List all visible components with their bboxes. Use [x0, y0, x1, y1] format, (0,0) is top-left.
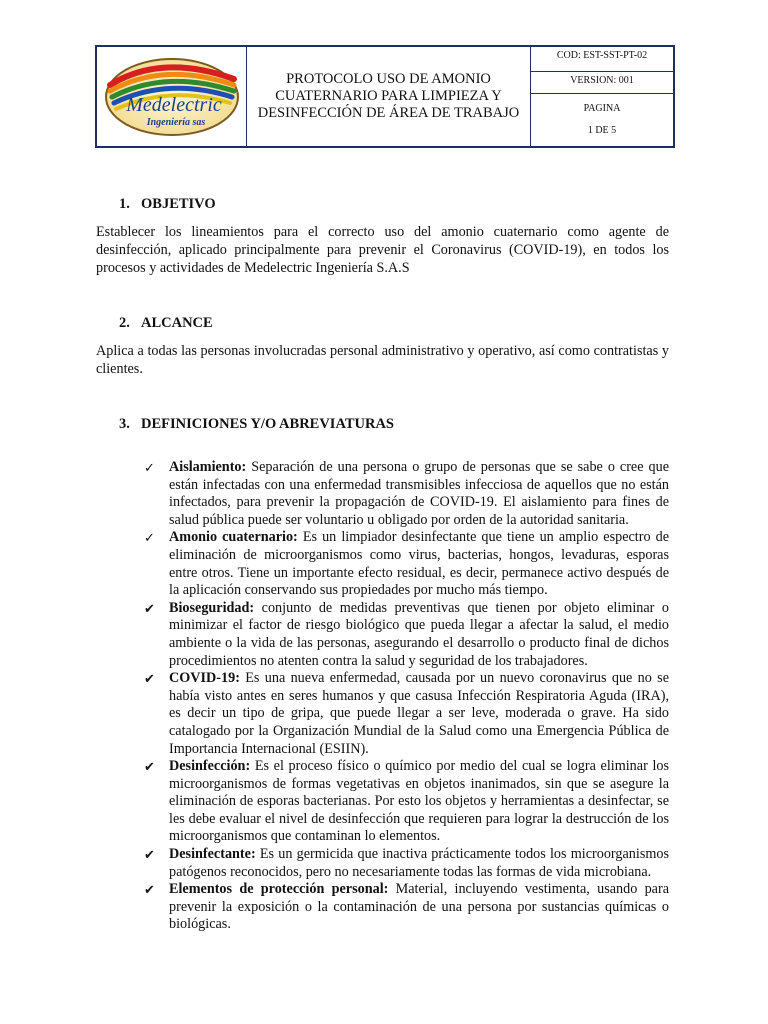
company-logo-cell: [97, 47, 247, 146]
definition-text: Material, incluyendo vestimenta, usando para prevenir la exposición o la contaminación de una persona por sustancias químicas o biológicas.: [169, 881, 669, 933]
section-title: ALCANCE: [141, 315, 213, 331]
checkmark-icon: ✓: [144, 530, 155, 546]
section-paragraph-alcance: Aplica a todas las personas involucradas personal administrativo y operativo, así como contratistas y clientes.: [96, 343, 669, 377]
checkmark-icon: ✔: [144, 847, 155, 863]
page-indicator: [531, 94, 673, 146]
page-label: PAGINA: [583, 103, 621, 114]
definition-term: Aislamiento:: [169, 459, 247, 475]
definition-text: conjunto de medidas preventivas que tienen por objeto eliminar o minimizar el factor de riesgo biológico que pueda llegar a afectar la salud, el medio ambiente o la vida de las personas, asegurando el desarrollo o producto final de dichos procedimientos no atenten contra la salud y seguridad de los trabajadores.: [169, 599, 669, 669]
document-code: COD: EST-SST-PT-02: [531, 47, 673, 72]
title-line: CUATERNARIO PARA LIMPIEZA Y: [275, 88, 502, 104]
definition-item: [96, 846, 669, 881]
section-heading-definiciones: [96, 416, 669, 433]
definition-term: Amonio cuaternario:: [169, 529, 298, 546]
medelectric-logo: [102, 55, 242, 139]
title-line: PROTOCOLO USO DE AMONIO: [286, 71, 491, 87]
definitions-list: [96, 459, 669, 934]
section-number: 1.: [119, 196, 130, 212]
document-header: [95, 45, 675, 148]
definition-text: Es una nueva enfermedad, causada por un nuevo coronavirus que no se había visto antes en seres humanos y que casusa Infección Respiratoria Aguda (IRA), es decir un tipo de gripa, que puede llegar a ser leve, moderada o grave. Ha sido catalogado por la Organización Mundial de la Salud como una Emergencia Pública de Importancia Internacional (ESIIN).: [169, 670, 669, 757]
definition-term: Elementos de protección personal:: [169, 881, 389, 898]
definition-item: [96, 670, 669, 758]
definition-term: Desinfectante:: [169, 846, 256, 863]
definition-term: Desinfección:: [169, 758, 251, 775]
logo-subtitle-text: Ingeniería sas: [146, 116, 205, 128]
section-number: 3.: [119, 416, 130, 432]
checkmark-icon: ✓: [144, 460, 155, 475]
definition-term: Bioseguridad:: [169, 599, 255, 616]
definition-item: [96, 758, 669, 846]
definition-term: COVID-19:: [169, 670, 240, 687]
checkmark-icon: ✔: [144, 882, 155, 898]
document-body: [96, 196, 669, 934]
page-number: 1 DE 5: [587, 125, 617, 136]
document-version: VERSION: 001: [531, 72, 673, 94]
section-number: 2.: [119, 315, 130, 331]
document-meta: [531, 47, 673, 146]
definition-item: [96, 881, 669, 934]
section-paragraph-objetivo: Establecer los lineamientos para el correcto uso del amonio cuaternario como agente de desinfección, aplicado principalmente para prevenir el Coronavirus (COVID-19), en todos los procesos y actividades de Medelectric Ingeniería S.A.S: [96, 224, 669, 276]
checkmark-icon: ✔: [144, 671, 155, 687]
definition-text: Es un germicida que inactiva prácticamente todos los microorganismos patógenos reconocidos, pero no necesariamente todas las formas de vida microbiana.: [169, 846, 669, 880]
section-heading-objetivo: [96, 196, 669, 213]
section-title: OBJETIVO: [141, 196, 216, 212]
definition-item: [96, 459, 669, 529]
definition-text: Separación de una persona o grupo de personas que se sabe o cree que están infectadas con una enfermedad transmisibles infecciosa de aquellos que no están infectados, para prevenir la propagación de COVID-19. El aislamiento para fines de salud pública puede ser voluntario u obligado por orden de la autoridad sanitaria.: [169, 459, 669, 528]
section-heading-alcance: [96, 315, 669, 332]
logo-brand-text: Medelectric: [125, 93, 222, 116]
definition-item: [96, 529, 669, 599]
definition-item: [96, 600, 669, 670]
definition-text: Es el proceso físico o químico por medio del cual se logra eliminar los microorganismos de formas vegetativas en objetos inanimados, sin que se asegure la eliminación de esporas bacterianas. Por esto los objetos y herramientas a desinfectar, se les debe evaluar el nivel de desinfección que requieren para lograr la destrucción de los microorganismos que contaminan lo elementos.: [169, 758, 669, 845]
title-line: DESINFECCIÓN DE ÁREA DE TRABAJO: [257, 105, 520, 121]
document-title: [247, 47, 531, 146]
checkmark-icon: ✔: [144, 759, 155, 775]
section-title: DEFINICIONES Y/O ABREVIATURAS: [141, 416, 394, 432]
checkmark-icon: ✔: [144, 600, 155, 616]
definition-text: Es un limpiador desinfectante que tiene un amplio espectro de eliminación de microorganismos como virus, bacterias, hongos, levaduras, esporas entre otros. Tiene un importante efecto residual, es decir, permanece activo después de la aplicación conservando sus propiedades por mucho más tiempo.: [169, 529, 669, 599]
